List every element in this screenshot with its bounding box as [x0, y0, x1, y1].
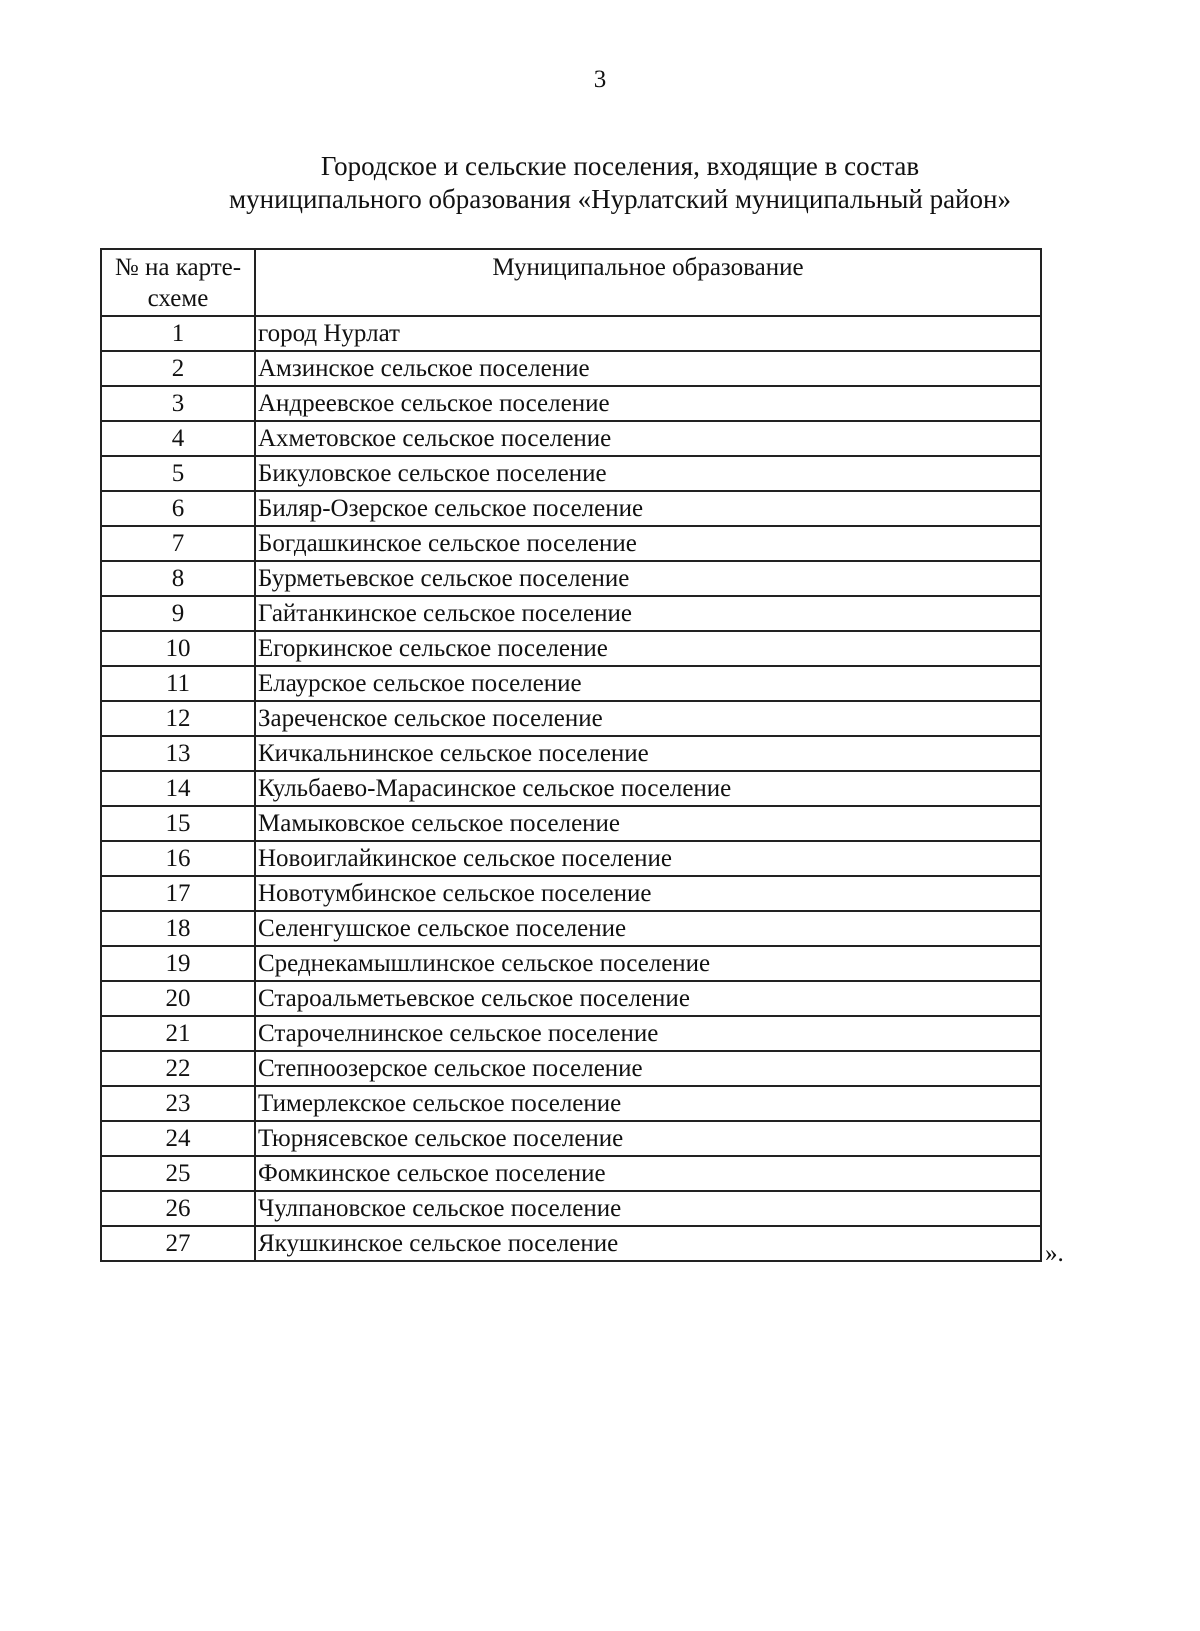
row-number: 17 [101, 876, 255, 911]
table-row [101, 596, 1041, 631]
table-row [101, 1086, 1041, 1121]
row-number: 25 [101, 1156, 255, 1191]
row-number: 6 [101, 491, 255, 526]
header-map-number: № на карте- схеме [101, 249, 255, 316]
row-number: 21 [101, 1016, 255, 1051]
table-body [101, 316, 1041, 1261]
municipality-name: город Нурлат [255, 316, 1041, 351]
table-row [101, 1121, 1041, 1156]
title-line-2: муниципального образования «Нурлатский муниципальный район» [229, 184, 1011, 214]
table-row [101, 631, 1041, 666]
table-row [101, 876, 1041, 911]
row-number: 11 [101, 666, 255, 701]
table-row [101, 981, 1041, 1016]
table-row [101, 1191, 1041, 1226]
table-row [101, 771, 1041, 806]
municipality-name: Тюрнясевское сельское поселение [255, 1121, 1041, 1156]
page-number: 3 [593, 66, 607, 93]
municipality-name: Бикуловское сельское поселение [255, 456, 1041, 491]
municipality-name: Гайтанкинское сельское поселение [255, 596, 1041, 631]
row-number: 3 [101, 386, 255, 421]
closing-quote: ». [1045, 1240, 1064, 1267]
table-row [101, 351, 1041, 386]
row-number: 14 [101, 771, 255, 806]
settlements-table [100, 248, 1042, 1262]
table-row [101, 911, 1041, 946]
row-number: 16 [101, 841, 255, 876]
municipality-name: Мамыковское сельское поселение [255, 806, 1041, 841]
municipality-name: Кульбаево-Марасинское сельское поселение [255, 771, 1041, 806]
row-number: 19 [101, 946, 255, 981]
municipality-name: Фомкинское сельское поселение [255, 1156, 1041, 1191]
municipality-name: Бурметьевское сельское поселение [255, 561, 1041, 596]
header-municipality: Муниципальное образование [255, 249, 1041, 316]
row-number: 12 [101, 701, 255, 736]
table-header-row [101, 249, 1041, 316]
row-number: 10 [101, 631, 255, 666]
table-row [101, 456, 1041, 491]
row-number: 5 [101, 456, 255, 491]
municipality-name: Зареченское сельское поселение [255, 701, 1041, 736]
table-row [101, 946, 1041, 981]
municipality-name: Старочелнинское сельское поселение [255, 1016, 1041, 1051]
table-row [101, 1051, 1041, 1086]
row-number: 13 [101, 736, 255, 771]
document-title [100, 150, 1140, 216]
municipality-name: Амзинское сельское поселение [255, 351, 1041, 386]
municipality-name: Кичкальнинское сельское поселение [255, 736, 1041, 771]
table-row [101, 1016, 1041, 1051]
row-number: 24 [101, 1121, 255, 1156]
municipality-name: Елаурское сельское поселение [255, 666, 1041, 701]
row-number: 7 [101, 526, 255, 561]
municipality-name: Староальметьевское сельское поселение [255, 981, 1041, 1016]
table-row [101, 736, 1041, 771]
municipality-name: Среднекамышлинское сельское поселение [255, 946, 1041, 981]
table-row [101, 316, 1041, 351]
row-number: 1 [101, 316, 255, 351]
table-row [101, 386, 1041, 421]
table-row [101, 666, 1041, 701]
municipality-name: Селенгушское сельское поселение [255, 911, 1041, 946]
table-row [101, 806, 1041, 841]
row-number: 23 [101, 1086, 255, 1121]
row-number: 8 [101, 561, 255, 596]
table-row [101, 491, 1041, 526]
municipality-name: Степноозерское сельское поселение [255, 1051, 1041, 1086]
municipality-name: Якушкинское сельское поселение [255, 1226, 1041, 1261]
table-row [101, 1226, 1041, 1261]
row-number: 9 [101, 596, 255, 631]
row-number: 20 [101, 981, 255, 1016]
municipality-name: Биляр-Озерское сельское поселение [255, 491, 1041, 526]
table-row [101, 701, 1041, 736]
table-row [101, 561, 1041, 596]
table-row [101, 421, 1041, 456]
municipality-name: Егоркинское сельское поселение [255, 631, 1041, 666]
row-number: 15 [101, 806, 255, 841]
table-row [101, 1156, 1041, 1191]
row-number: 27 [101, 1226, 255, 1261]
table-row [101, 841, 1041, 876]
row-number: 4 [101, 421, 255, 456]
municipality-name: Андреевское сельское поселение [255, 386, 1041, 421]
row-number: 2 [101, 351, 255, 386]
municipality-name: Новотумбинское сельское поселение [255, 876, 1041, 911]
title-line-1: Городское и сельские поселения, входящие в состав [320, 151, 920, 181]
table-row [101, 526, 1041, 561]
row-number: 18 [101, 911, 255, 946]
row-number: 26 [101, 1191, 255, 1226]
row-number: 22 [101, 1051, 255, 1086]
municipality-name: Ахметовское сельское поселение [255, 421, 1041, 456]
municipality-name: Богдашкинское сельское поселение [255, 526, 1041, 561]
municipality-name: Чулпановское сельское поселение [255, 1191, 1041, 1226]
municipality-name: Новоиглайкинское сельское поселение [255, 841, 1041, 876]
municipality-name: Тимерлекское сельское поселение [255, 1086, 1041, 1121]
